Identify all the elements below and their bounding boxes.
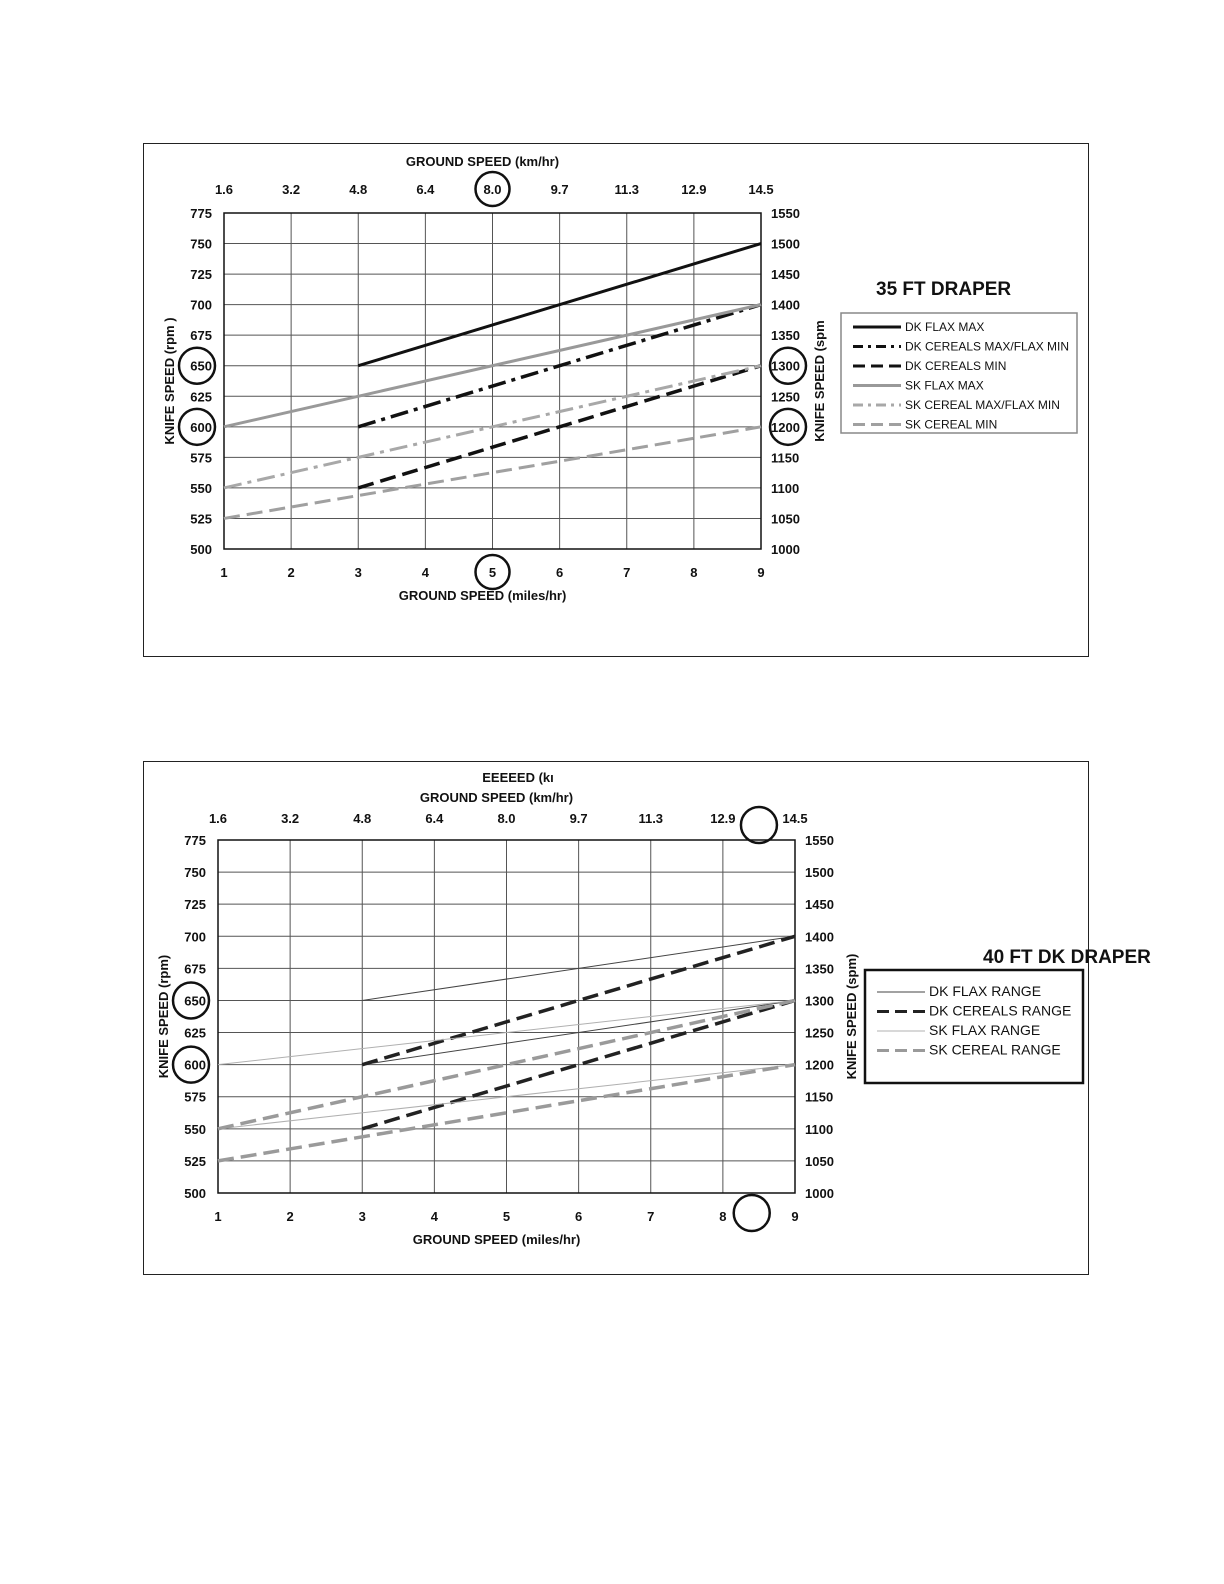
x2-tick-label: 8.0: [497, 811, 516, 826]
y-tick-label: 625: [190, 389, 212, 405]
y-tick-label: 600: [190, 419, 212, 435]
y2-tick-label: 1100: [805, 1121, 834, 1137]
x-tick-label: 8: [719, 1209, 727, 1224]
x2-axis-title: GROUND SPEED (km/hr): [405, 154, 560, 169]
y2-tick-label: 1100: [771, 480, 800, 496]
y-tick-label: 675: [190, 328, 212, 344]
y2-tick-label: 1300: [771, 358, 800, 374]
y2-tick-label: 1150: [805, 1089, 834, 1105]
x-tick-label: 9: [791, 1209, 799, 1224]
y-tick-label: 650: [184, 993, 206, 1009]
x2-tick-label: 11.3: [638, 811, 664, 826]
legend-entry: DK FLAX RANGE: [929, 983, 1042, 999]
legend-entry: DK CEREALS RANGE: [929, 1002, 1072, 1019]
x-tick-label: 3: [358, 1209, 366, 1224]
x2-tick-label: 3.2: [282, 182, 301, 197]
y2-tick-label: 1150: [771, 450, 800, 466]
x-tick-label: 5: [502, 1209, 511, 1224]
legend-entry: DK FLAX MAX: [905, 320, 985, 334]
x2-axis-title: GROUND SPEED (km/hr): [419, 790, 574, 805]
y2-tick-label: 1500: [771, 236, 800, 252]
y2-tick-label: 1350: [771, 328, 800, 344]
y2-tick-label: 1350: [805, 961, 834, 977]
y2-tick-label: 1400: [771, 297, 800, 313]
x2-tick-label: 14.5: [782, 811, 808, 826]
chart-40ft-dk-draper: [144, 762, 1151, 1276]
chart-panel-35ft: [143, 143, 1089, 657]
y-tick-label: 500: [184, 1186, 206, 1201]
y2-tick-label: 1300: [805, 993, 834, 1009]
x-tick-label: 4: [421, 565, 429, 580]
top-stray-text: EEEEED (kı: [482, 770, 554, 785]
y2-tick-label: 1000: [771, 542, 800, 557]
x2-tick-label: 4.8: [353, 811, 372, 826]
y2-tick-label: 1550: [771, 206, 800, 221]
y2-tick-label: 1000: [805, 1186, 834, 1201]
chart-35ft-draper: [144, 144, 1090, 658]
y-axis-title: KNIFE SPEED (rpm): [156, 954, 171, 1079]
legend-entry: SK FLAX RANGE: [929, 1022, 1041, 1038]
y-tick-label: 500: [190, 542, 212, 557]
x-tick-label: 6: [556, 565, 564, 580]
x2-tick-label: 1.6: [214, 182, 234, 197]
x-tick-label: 3: [354, 565, 362, 580]
x2-tick-label: 6.4: [416, 182, 435, 197]
x2-tick-label: 12.9: [710, 811, 736, 826]
highlight-circle: [734, 1195, 770, 1231]
y-axis-title: KNIFE SPEED (rpm ): [162, 317, 177, 445]
x-tick-label: 7: [623, 565, 631, 580]
y2-tick-label: 1050: [771, 511, 800, 527]
x2-tick-label: 1.6: [208, 811, 228, 826]
y2-tick-label: 1250: [805, 1025, 834, 1041]
y-tick-label: 775: [184, 833, 206, 848]
chart-title: 35 FT DRAPER: [876, 279, 1012, 300]
y-tick-label: 675: [184, 961, 206, 977]
x2-tick-label: 8.0: [483, 182, 502, 197]
y2-axis-title: KNIFE SPEED (spm: [812, 320, 827, 442]
y-tick-label: 725: [184, 897, 206, 913]
y-tick-label: 575: [190, 450, 212, 466]
legend-entry: SK CEREAL MIN: [905, 417, 998, 432]
x2-tick-label: 9.7: [550, 182, 569, 197]
y-tick-label: 700: [190, 297, 212, 313]
chart-panel-40ft: [143, 761, 1151, 1275]
legend-entry: DK CEREALS MAX/FLAX MIN: [905, 339, 1070, 354]
x2-tick-label: 14.5: [748, 182, 774, 197]
x2-tick-label: 12.9: [681, 182, 707, 197]
y2-tick-label: 1250: [771, 389, 800, 405]
x2-tick-label: 3.2: [281, 811, 300, 826]
y-tick-label: 725: [190, 267, 212, 283]
x-tick-label: 5: [488, 565, 497, 580]
y-tick-label: 550: [184, 1121, 206, 1137]
x2-tick-label: 11.3: [614, 182, 640, 197]
legend-entry: SK CEREAL MAX/FLAX MIN: [905, 398, 1060, 412]
y-tick-label: 575: [184, 1089, 206, 1105]
x-tick-label: 1: [214, 1209, 222, 1224]
y-tick-label: 650: [190, 358, 212, 374]
y-tick-label: 700: [184, 929, 206, 945]
x-axis-title: GROUND SPEED (miles/hr): [412, 1232, 581, 1247]
y2-tick-label: 1200: [771, 419, 800, 435]
x-axis-title: GROUND SPEED (miles/hr): [398, 588, 567, 603]
x-tick-label: 1: [220, 565, 228, 580]
y-tick-label: 750: [184, 865, 206, 881]
y2-tick-label: 1450: [805, 897, 834, 913]
y2-axis-title: KNIFE SPEED (spm): [844, 953, 859, 1080]
x-tick-label: 7: [647, 1209, 655, 1224]
x2-tick-label: 6.4: [425, 811, 444, 826]
y2-tick-label: 1500: [805, 865, 834, 881]
y2-tick-label: 1550: [805, 833, 834, 848]
y-tick-label: 600: [184, 1057, 206, 1073]
y-tick-label: 775: [190, 206, 212, 221]
y2-tick-label: 1400: [805, 929, 834, 945]
legend-entry: SK CEREAL RANGE: [929, 1041, 1061, 1058]
y-tick-label: 750: [190, 236, 212, 252]
y2-tick-label: 1200: [805, 1057, 834, 1073]
highlight-circle: [741, 807, 777, 843]
x-tick-label: 9: [757, 565, 765, 580]
x2-tick-label: 4.8: [349, 182, 368, 197]
x-tick-label: 4: [430, 1209, 438, 1224]
x-tick-label: 8: [690, 565, 698, 580]
y-tick-label: 525: [184, 1153, 206, 1169]
y2-tick-label: 1450: [771, 267, 800, 283]
y-tick-label: 550: [190, 480, 212, 496]
legend-entry: SK FLAX MAX: [905, 378, 984, 393]
y-tick-label: 625: [184, 1025, 206, 1041]
x-tick-label: 2: [287, 565, 295, 580]
x-tick-label: 6: [575, 1209, 583, 1224]
y-tick-label: 525: [190, 511, 212, 527]
x-tick-label: 2: [286, 1209, 294, 1224]
legend-entry: DK CEREALS MIN: [905, 359, 1007, 373]
x2-tick-label: 9.7: [569, 811, 588, 826]
chart-title: 40 FT DK DRAPER: [983, 947, 1151, 968]
y2-tick-label: 1050: [805, 1153, 834, 1169]
